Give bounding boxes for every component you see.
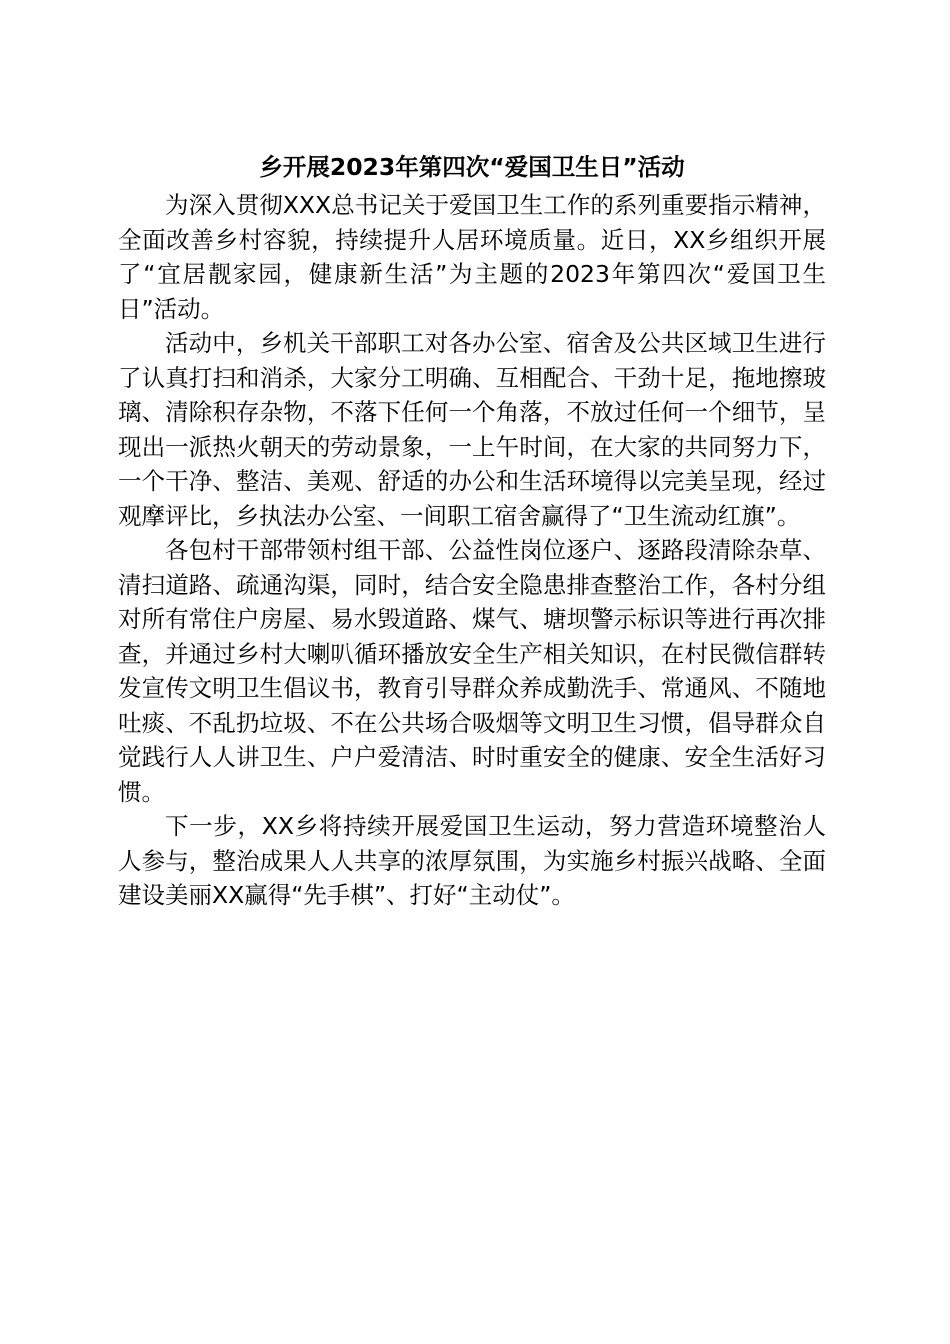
paragraph-village-cleanup: 各包村干部带领村组干部、公益性岗位逐户、逐路段清除杂草、清扫道路、疏通沟渠，同时，结合安全隐患排查整治工作，各村分组对所有常住户房屋、易水毁道路、煤气、塘坝警示标识等进行再次排查，并通过乡村大喇叭循环播放安全生产相关知识，在村民微信群转发宣传文明卫生倡议书，教育引导群众养成勤洗手、常通风、不随地吐痰、不乱扔垃圾、不在公共场合吸烟等文明卫生习惯，倡导群众自觉践行人人讲卫生、户户爱清洁、时时重安全的健康、安全生活好习惯。 xyxy=(118,536,826,806)
paragraph-next-step: 下一步，XX乡将持续开展爱国卫生运动，努力营造环境整治人人参与，整治成果人人共享的浓厚氛围，为实施乡村振兴战略、全面建设美丽XX赢得“先手棋”、打好“主动仗”。 xyxy=(118,812,826,909)
paragraph-activity: 活动中，乡机关干部职工对各办公室、宿舍及公共区域卫生进行了认真打扫和消杀，大家分工明确、互相配合、干劲十足，拖地擦玻璃、清除积存杂物，不落下任何一个角落，不放过任何一个细节，呈现出一派热火朝天的劳动景象，一上午时间，在大家的共同努力下，一个干净、整洁、美观、舒适的办公和生活环境得以完美呈现，经过观摩评比，乡执法办公室、一间职工宿舍赢得了“卫生流动红旗”。 xyxy=(118,329,826,530)
document-title: 乡开展2023年第四次“爱国卫生日”活动 xyxy=(259,153,685,181)
document-page xyxy=(118,146,826,913)
paragraph-intro: 为深入贯彻XXX总书记关于爱国卫生工作的系列重要指示精神，全面改善乡村容貌，持续提升人居环境质量。近日，XX乡组织开展了“宜居靓家园，健康新生活”为主题的2023年第四次“爱国卫生日”活动。 xyxy=(118,191,826,323)
